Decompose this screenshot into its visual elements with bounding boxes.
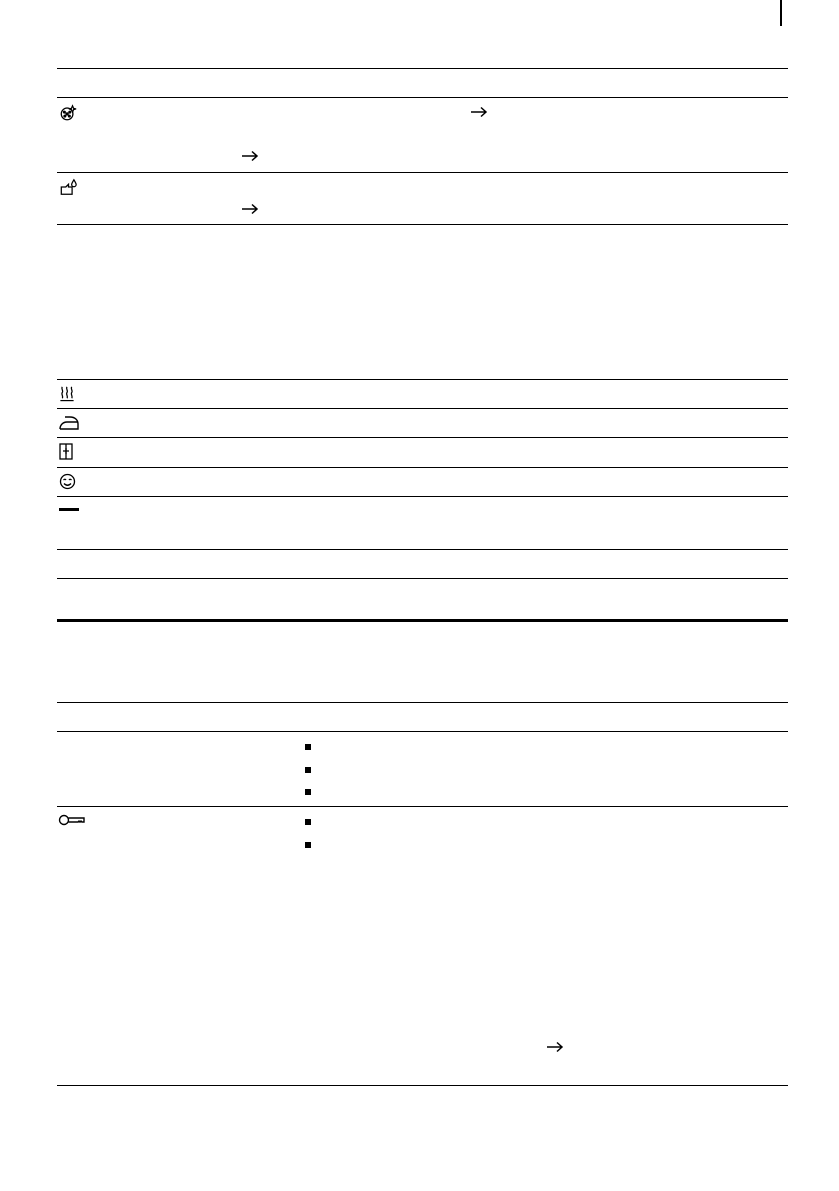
list-bullet	[305, 789, 311, 795]
hand-drop-icon	[59, 178, 78, 196]
row-divider	[57, 549, 788, 550]
row-divider	[57, 496, 788, 497]
table-top-rule	[57, 379, 788, 380]
row-divider	[57, 408, 788, 409]
steam-icon	[59, 385, 75, 402]
row-divider	[57, 467, 788, 468]
key-icon	[58, 813, 86, 827]
table-header-rule	[57, 731, 788, 732]
table-bottom-rule	[57, 1085, 788, 1086]
list-bullet	[305, 819, 311, 825]
row-divider	[57, 437, 788, 438]
row-divider	[57, 172, 788, 173]
section-rule	[57, 619, 788, 622]
smiley-icon	[59, 473, 76, 490]
row-divider	[57, 578, 788, 579]
table-top-rule	[57, 68, 788, 69]
arrow-right-icon	[470, 106, 488, 118]
crop-mark	[780, 0, 782, 26]
dash-icon	[59, 508, 79, 512]
door-lock-icon	[59, 443, 73, 460]
table-top-rule	[57, 702, 788, 703]
table-header-rule	[57, 97, 788, 98]
arrow-right-icon	[241, 150, 259, 162]
list-bullet	[305, 842, 311, 848]
iron-icon	[58, 414, 80, 431]
arrow-right-icon	[241, 203, 259, 215]
list-bullet	[305, 744, 311, 750]
arrow-right-icon	[546, 1041, 564, 1053]
row-divider	[57, 806, 788, 807]
drum-clean-icon	[59, 104, 77, 122]
table-bottom-rule	[57, 224, 788, 225]
list-bullet	[305, 767, 311, 773]
